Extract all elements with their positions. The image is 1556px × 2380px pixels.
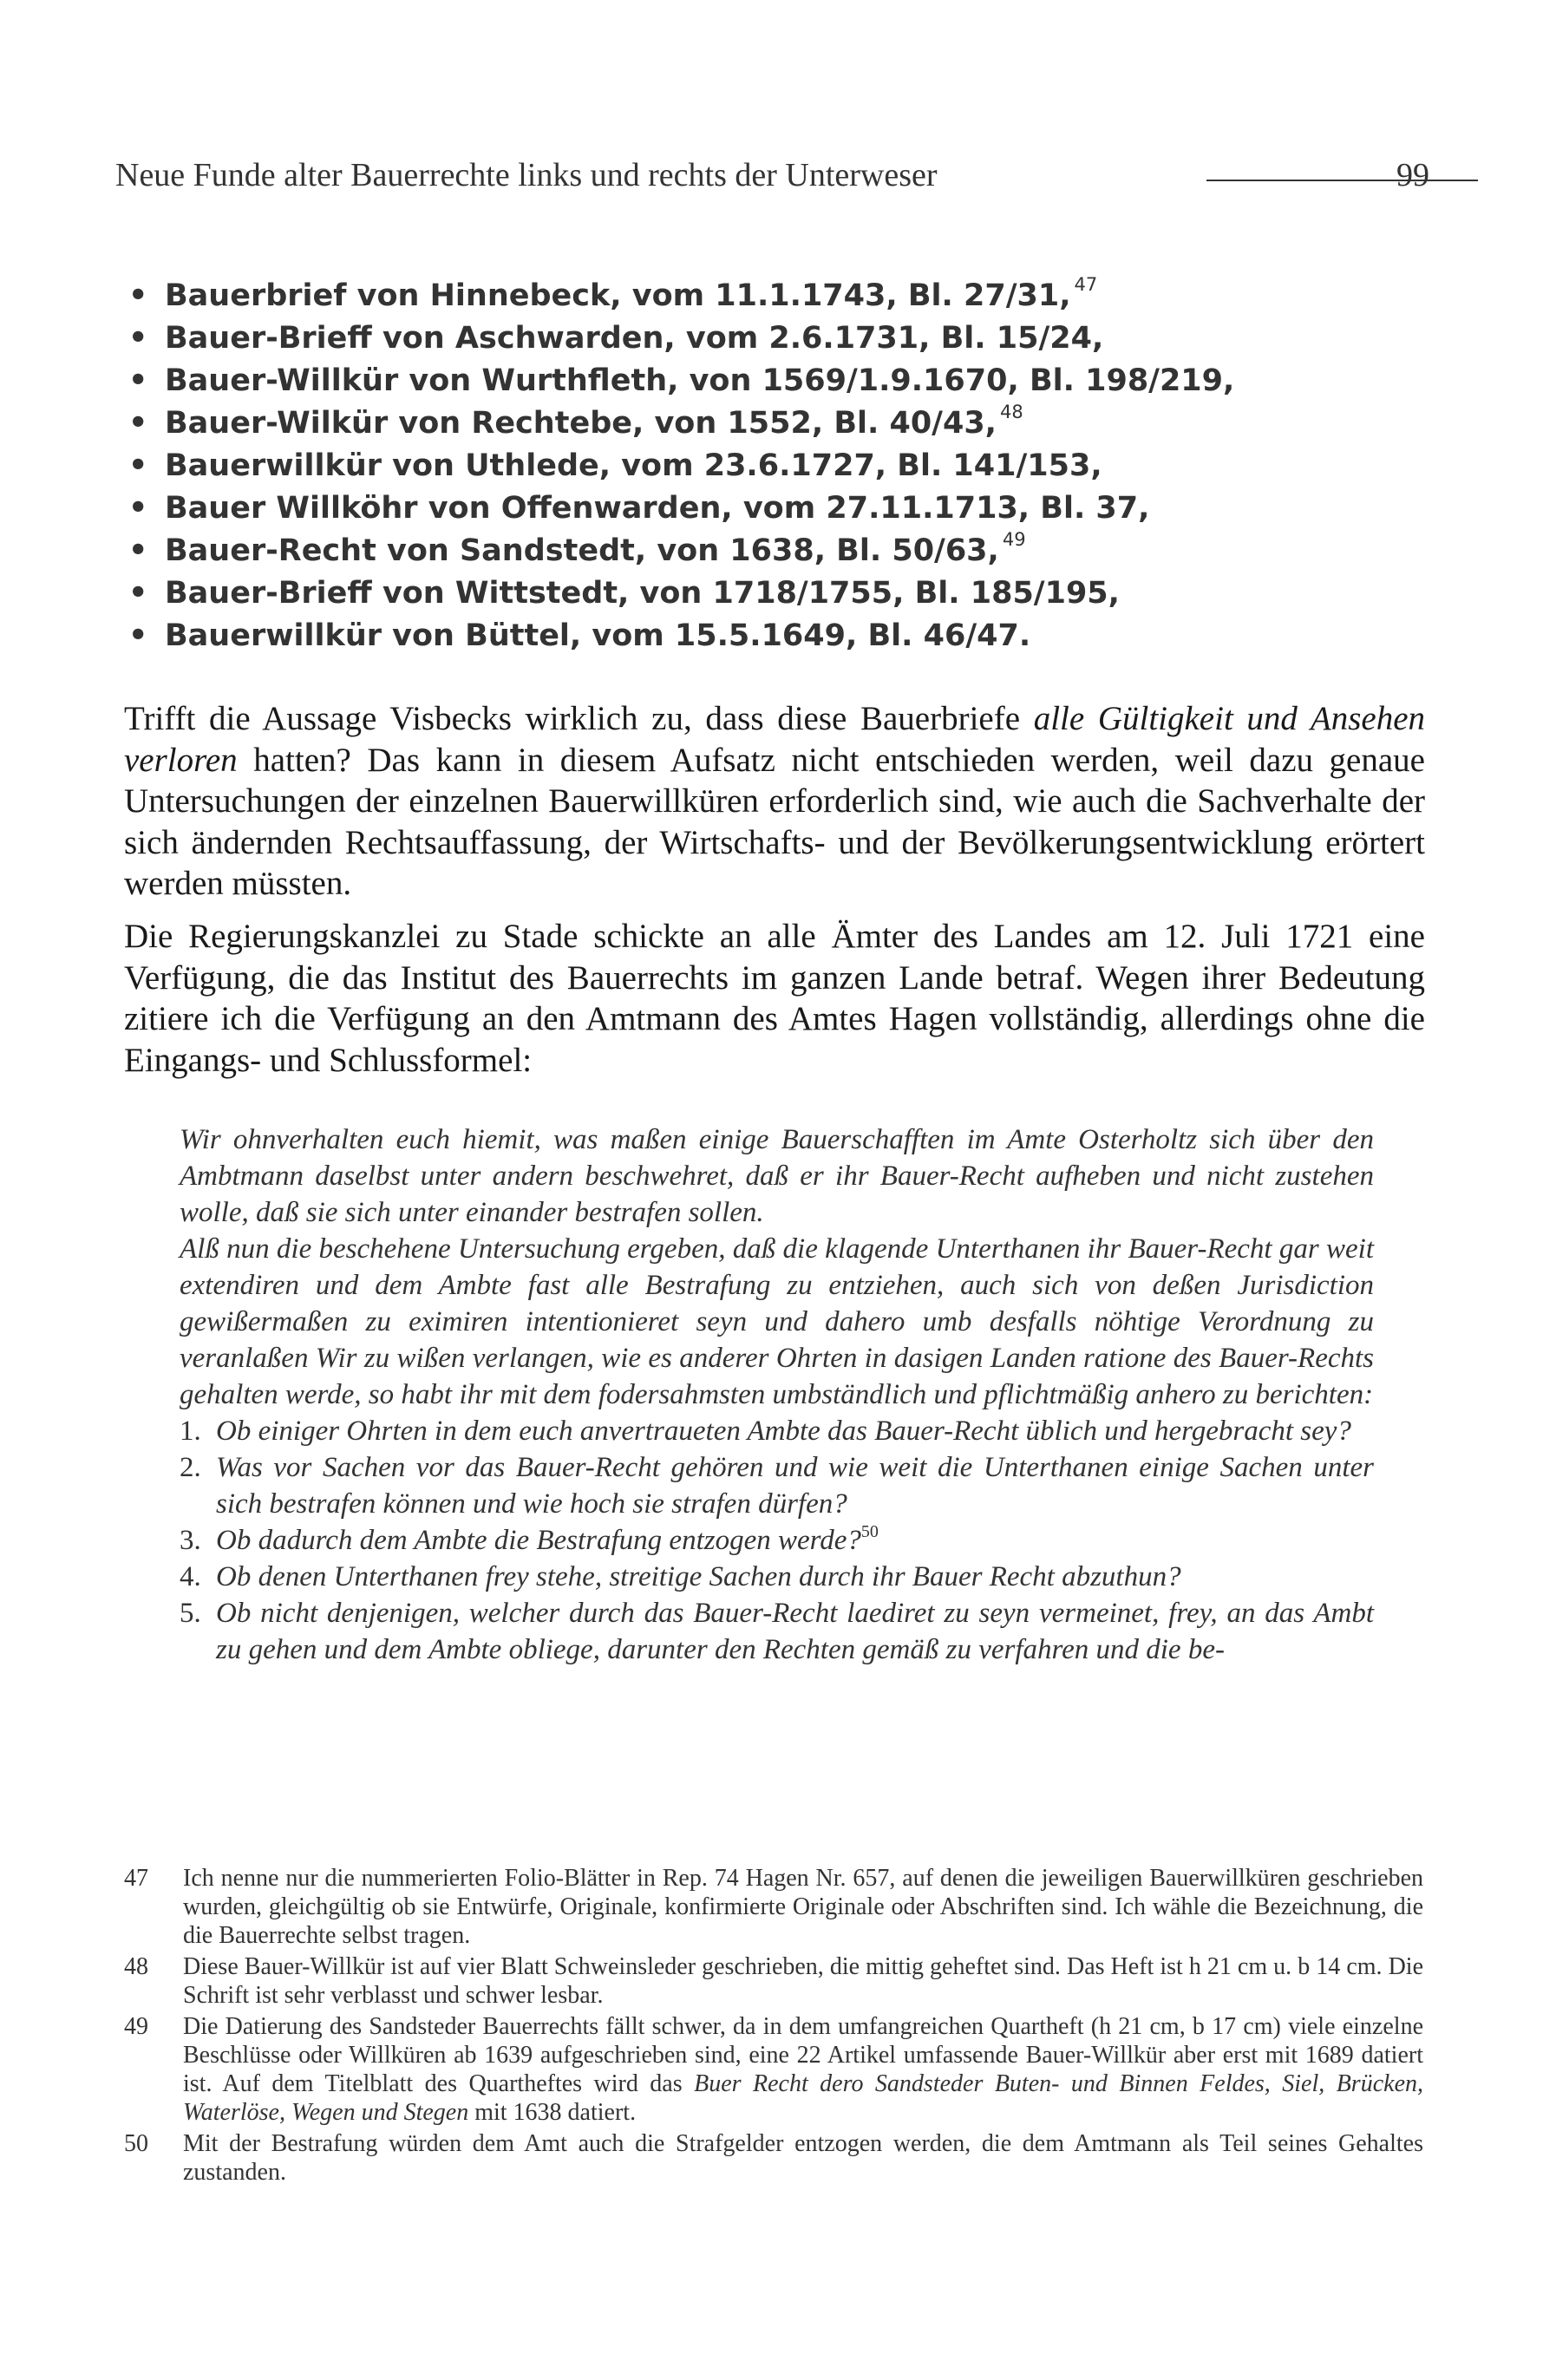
decree-question: [180, 1522, 1374, 1559]
list-item: [128, 317, 1343, 360]
list-item: [128, 530, 1343, 572]
list-item: [128, 487, 1343, 530]
list-item-text: Bauerwillkür von Büttel, vom 15.5.1649, Bl. 46/47.: [165, 618, 1031, 653]
decree-question: [180, 1449, 1374, 1522]
footnote-text: Diese Bauer-Willkür ist auf vier Blatt Schweinsleder geschrieben, die mittig geheftet sind. Das Heft ist h 21 cm u. b 14 cm. Die Schrift ist sehr verblasst und schwer lesbar.: [183, 1953, 1423, 2009]
question-text: Was vor Sachen vor das Bauer-Recht gehören und wie weit die Unterthanen einige Sachen unter sich bestrafen können und wie hoch sie strafen dürfen?: [216, 1452, 1374, 1520]
bullet-icon: •: [128, 321, 148, 356]
bullet-icon: •: [128, 278, 148, 313]
question-number: 2.: [180, 1452, 201, 1483]
list-item: [128, 572, 1343, 615]
bullet-icon: •: [128, 406, 148, 441]
paragraph-text: Trifft die Aussage Visbecks wirklich zu, dass diese Bauerbriefe: [124, 700, 1034, 737]
quoted-decree: [180, 1121, 1374, 1668]
footnote-ref: 49: [1002, 529, 1026, 550]
question-text: Ob einiger Ohrten in dem euch anvertraueten Ambte das Bauer-Recht üblich und hergebracht sey?: [216, 1416, 1351, 1447]
body-paragraph-2: Die Regierungskanzlei zu Stade schickte an alle Ämter des Landes am 12. Juli 1721 eine Verfügung, die das Institut des Bauerrechts im ganzen Lande betraf. Wegen ihrer Bedeutung zitiere ich die Verfügung an den Amtmann des Amtes Hagen vollständig, allerdings ohne die Eingangs- und Schlussformel:: [124, 918, 1425, 1079]
quote-paragraph-1: Wir ohnverhalten euch hiemit, was maßen einige Bauerschafften im Amte Osterholtz sich über den Ambtmann daselbst unter andern beschwehret, daß er ihr Bauer-Recht aufheben und nicht zustehen wolle, daß sie sich unter einander bestrafen sollen.: [180, 1124, 1374, 1228]
question-number: 3.: [180, 1525, 201, 1556]
list-item: [128, 360, 1343, 402]
quoted-phrase: alle Gültigkeit und Ansehen verloren: [124, 700, 1425, 779]
decree-question: [180, 1559, 1374, 1595]
list-item: [128, 615, 1343, 657]
footnote-ref: 47: [1074, 274, 1098, 295]
footnote-number: 47: [124, 1865, 148, 1892]
bullet-icon: •: [128, 491, 148, 526]
body-paragraph-1: [124, 698, 1425, 905]
list-item-text: Bauer-Recht von Sandstedt, von 1638, Bl. 50/63,: [165, 533, 999, 568]
running-head: [115, 156, 1429, 199]
bullet-icon: •: [128, 576, 148, 611]
footnotes: [124, 1864, 1423, 2189]
decree-question: [180, 1595, 1374, 1668]
quote-paragraph-2: Alß nun die beschehene Untersuchung ergeben, daß die klagende Unterthanen ihr Bauer-Recht gar weit extendiren und dem Ambte fast alle Bestrafung zu entziehen, auch sich von deßen Jurisdiction gewißermaßen zu eximiren intentionieret seyn und dahero umb desfalls nöhtige Verordnung zu veranlaßen Wir zu wißen verlangen, wie es anderer Ohrten in dasigen Landen ratione des Bauer-Rechts gehalten werde, so habt ihr mit dem fodersahmsten umbständlich und pflichtmäßig anhero zu berichten:: [180, 1233, 1374, 1410]
paragraph-text: hatten? Das kann in diesem Aufsatz nicht entschieden werden, weil dazu genaue Untersuchungen der einzelnen Bauerwillküren erforderlich sind, wie auch die Sachverhalte der sich ändernden Rechtsauffassung, der Wirtschafts- und der Bevölkerungsentwicklung erörtert werden müssten.: [124, 741, 1425, 902]
list-item: [128, 275, 1343, 317]
list-item: [128, 402, 1343, 445]
question-number: 4.: [180, 1561, 201, 1592]
list-item-text: Bauer-Brieff von Aschwarden, vom 2.6.1731, Bl. 15/24,: [165, 321, 1104, 356]
list-item-text: Bauer-Wilkür von Rechtebe, von 1552, Bl. 40/43,: [165, 406, 997, 441]
footnote: [124, 1952, 1423, 2010]
running-title: Neue Funde alter Bauerrechte links und rechts der Unterweser: [115, 157, 938, 193]
question-number: 1.: [180, 1416, 201, 1447]
footnote: [124, 2129, 1423, 2187]
footnote-quoted-title: Buer Recht dero Sandsteder Buten- und Binnen Feldes, Siel, Brücken, Waterlöse, Wegen und Stegen: [183, 2070, 1423, 2126]
page-number: 99: [1396, 157, 1429, 193]
footnote-ref: 50: [860, 1522, 879, 1541]
bullet-icon: •: [128, 618, 148, 653]
decree-questions: [180, 1413, 1374, 1668]
footnote-ref: 48: [999, 402, 1023, 422]
bullet-icon: •: [128, 448, 148, 483]
footnote-text: Ich nenne nur die nummerierten Folio-Blätter in Rep. 74 Hagen Nr. 657, auf denen die jeweiligen Bauerwillküren geschrieben wurden, gleichgültig ob sie Entwürfe, Originale, konfirmierte Originale oder Abschriften sind. Ich wähle die Bezeichnung, die die Bauerrechte selbst tragen.: [183, 1865, 1423, 1949]
question-text: Ob nicht denjenigen, welcher durch das Bauer-Recht laediret zu seyn vermeinet, frey, an das Ambt zu gehen und dem Ambte obliege, darunter den Rechten gemäß zu verfahren und die be-: [216, 1598, 1374, 1665]
footnote-text: Mit der Bestrafung würden dem Amt auch die Strafgelder entzogen werden, die dem Amtmann als Teil seines Gehaltes zustanden.: [183, 2130, 1423, 2186]
footnote-number: 48: [124, 1953, 148, 1980]
question-text: Ob denen Unterthanen frey stehe, streitige Sachen durch ihr Bauer Recht abzuthun?: [216, 1561, 1181, 1592]
list-item-text: Bauer Willköhr von Offenwarden, vom 27.11.1713, Bl. 37,: [165, 491, 1150, 526]
bullet-icon: •: [128, 533, 148, 568]
list-item: [128, 445, 1343, 487]
footnote-number: 49: [124, 2013, 148, 2040]
question-number: 5.: [180, 1598, 201, 1629]
footnote: [124, 2012, 1423, 2127]
footnote-number: 50: [124, 2130, 148, 2157]
footnote-text: Die Datierung des Sandsteder Bauerrechts fällt schwer, da in dem umfangreichen Quartheft (h 21 cm, b 17 cm) viele einzelne Beschlüsse oder Willküren ab 1639 aufgeschrieben sind, eine 22 Artikel umfassende Bauer-Willkür aber erst mit 1689 datiert ist. Auf dem Titelblatt des Quartheftes wird das: [183, 2013, 1423, 2097]
question-text: Ob dadurch dem Ambte die Bestrafung entzogen werde?: [216, 1525, 861, 1556]
list-item-text: Bauerwillkür von Uthlede, vom 23.6.1727, Bl. 141/153,: [165, 448, 1102, 483]
list-item-text: Bauerbrief von Hinnebeck, vom 11.1.1743, Bl. 27/31,: [165, 278, 1071, 313]
footnote-text: mit 1638 datiert.: [468, 2099, 637, 2126]
decree-question: [180, 1413, 1374, 1449]
list-item-text: Bauer-Brieff von Wittstedt, von 1718/1755, Bl. 185/195,: [165, 576, 1120, 611]
header-rule: [1206, 180, 1478, 181]
bullet-icon: •: [128, 363, 148, 398]
list-item-text: Bauer-Willkür von Wurthfleth, von 1569/1.9.1670, Bl. 198/219,: [165, 363, 1235, 398]
footnote: [124, 1864, 1423, 1950]
bauerrechte-list: [128, 275, 1343, 657]
